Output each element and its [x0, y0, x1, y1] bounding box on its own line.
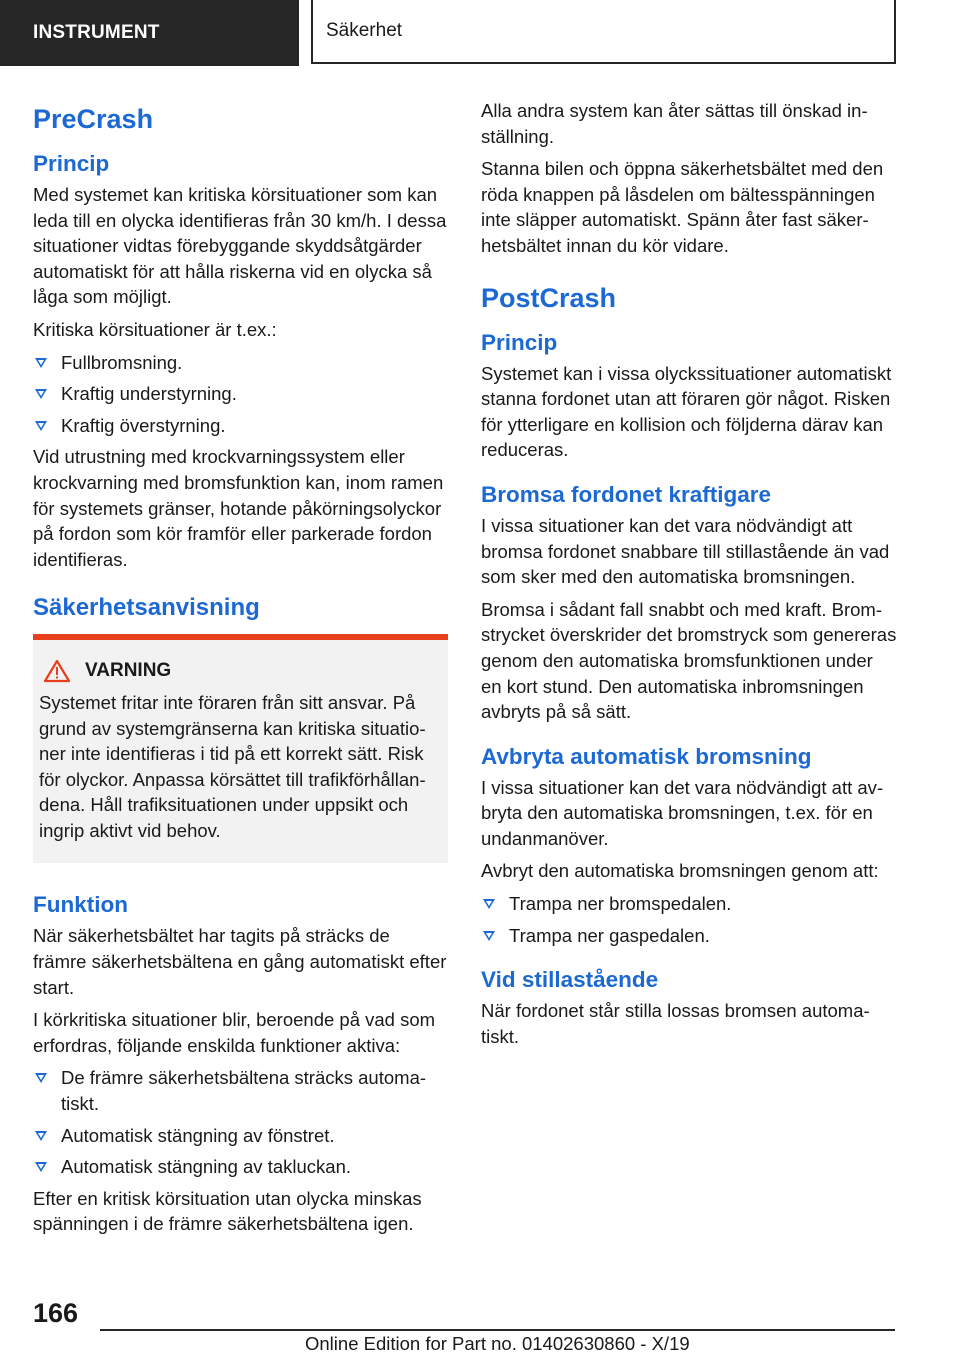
- function-text-1: När säkerhetsbältet har tagits på sträcks de främre säkerhetsbältena en gång automatiskt efter start.: [33, 925, 447, 998]
- abort-list: [481, 891, 897, 948]
- still-text: När fordonet står stilla lossas bromsen automatiskt.: [481, 1000, 870, 1047]
- postcrash-principle-heading: Princip: [481, 329, 558, 355]
- safety-heading: Säkerhetsanvisning: [33, 594, 260, 622]
- precrash-title: PreCrash: [33, 104, 154, 134]
- reset-text: Alla andra system kan åter sättas till önskad inställning.: [481, 100, 868, 147]
- postcrash-title: PostCrash: [481, 282, 617, 313]
- critical-list: [33, 350, 448, 439]
- list-item: Kraftig understyrning.: [33, 381, 448, 407]
- brake-text-2: Bromsa i sådant fall snabbt och med kraft. Bromstrycket överskrider det bromstryck som genereras genom den automatiska bromsfunktionen under en kort stund. Den automatiska inbromsningen avbryts på så sätt.: [481, 598, 897, 723]
- abort-text-1: I vissa situationer kan det vara nödvändigt att avbryta den automatiska bromsningen, t.ex. för en undanmanöver.: [481, 776, 884, 849]
- warning-text: Systemet fritar inte föraren från sitt ansvar. På grund av systemgränserna kan kritiska situationer inte identifieras i tid på ett korrekt sätt. Risk för olyckor. Anpassa körsättet till trafikförhållandena. Håll trafiksituationen under uppsikt och ingrip aktivt vid behov.: [39, 691, 426, 841]
- triangle-bullet-icon: [35, 389, 47, 399]
- warning-label: VARNING: [85, 660, 172, 682]
- list-item: Automatisk stängning av fönstret.: [33, 1123, 448, 1149]
- triangle-bullet-icon: [35, 358, 47, 368]
- triangle-bullet-icon: [35, 1162, 47, 1172]
- page-number: 166: [33, 1298, 79, 1328]
- collision-text: Vid utrustning med krockvarningssystem eller krockvarning med bromsfunktion kan, inom ramen för systemets gränser, hotande påkörningsolyckor på fordon som kör framför eller parkerade fordon identifieras.: [33, 446, 444, 570]
- right-column: [481, 98, 897, 1056]
- warning-header: [39, 658, 436, 684]
- edition-text: Online Edition for Part no. 01402630860 - X/19: [305, 1333, 690, 1354]
- list-item: Trampa ner gaspedalen.: [481, 923, 897, 949]
- abort-heading: Avbryta automatisk bromsning: [481, 743, 812, 769]
- chapter-tab[interactable]: INSTRUMENT: [0, 0, 299, 66]
- page-header: [0, 0, 960, 66]
- list-item: De främre säkerhetsbältena sträcks automatiskt.: [33, 1065, 448, 1116]
- critical-intro: Kritiska körsituationer är t.ex.:: [33, 318, 277, 340]
- list-item: Trampa ner bromspedalen.: [481, 891, 897, 917]
- precrash-principle-text: Med systemet kan kritiska körsituationer som kan leda till en olycka identifieras från 30 km/h. I dessa situationer vidtas förebyggande skyddsåtgärder automatiskt för att hålla riskerna vid en olycka så låga som möjligt.: [33, 184, 447, 308]
- function-list: [33, 1065, 448, 1179]
- triangle-bullet-icon: [35, 1131, 47, 1141]
- function-text-3: Efter en kritisk körsituation utan olycka minskas spänningen i de främre säkerhetsbältena igen.: [33, 1187, 422, 1235]
- abort-text-2: Avbryt den automatiska bromsningen genom att:: [481, 860, 879, 882]
- postcrash-principle-text: Systemet kan i vissa olyckssituationer automatiskt stanna fordonet utan att föraren gör något. Risken för ytterligare en kollision och följderna därav kan reduceras.: [481, 362, 892, 461]
- triangle-bullet-icon: [483, 931, 495, 941]
- footer-divider: [100, 1329, 895, 1331]
- stop-text: Stanna bilen och öppna säkerhetsbältet med den röda knappen på låsdelen om bältesspänningen inte släpper automatiskt. Spänn åter fast säkerhetsbältet innan du kör vidare.: [481, 158, 884, 256]
- triangle-bullet-icon: [35, 421, 47, 431]
- section-tab[interactable]: Säkerhet: [311, 0, 896, 64]
- triangle-bullet-icon: [483, 899, 495, 909]
- warning-triangle-icon: [43, 659, 71, 683]
- brake-text-1: I vissa situationer kan det vara nödvändigt att bromsa fordonet snabbare till stillastående än vad som sker med den automatiska bromsningen.: [481, 514, 890, 588]
- left-column: [33, 98, 448, 1244]
- warning-box: [33, 634, 448, 863]
- brake-heading: Bromsa fordonet kraftigare: [481, 481, 772, 507]
- list-item: Fullbromsning.: [33, 350, 448, 376]
- function-heading: Funktion: [33, 892, 128, 918]
- list-item: Automatisk stängning av takluckan.: [33, 1154, 448, 1180]
- precrash-principle-heading: Princip: [33, 151, 110, 176]
- triangle-bullet-icon: [35, 1073, 47, 1083]
- still-heading: Vid stillastående: [481, 967, 659, 993]
- function-text-2: I körkritiska situationer blir, beroende på vad som erfordras, följande enskilda funktioner aktiva:: [33, 1009, 436, 1056]
- list-item: Kraftig överstyrning.: [33, 413, 448, 439]
